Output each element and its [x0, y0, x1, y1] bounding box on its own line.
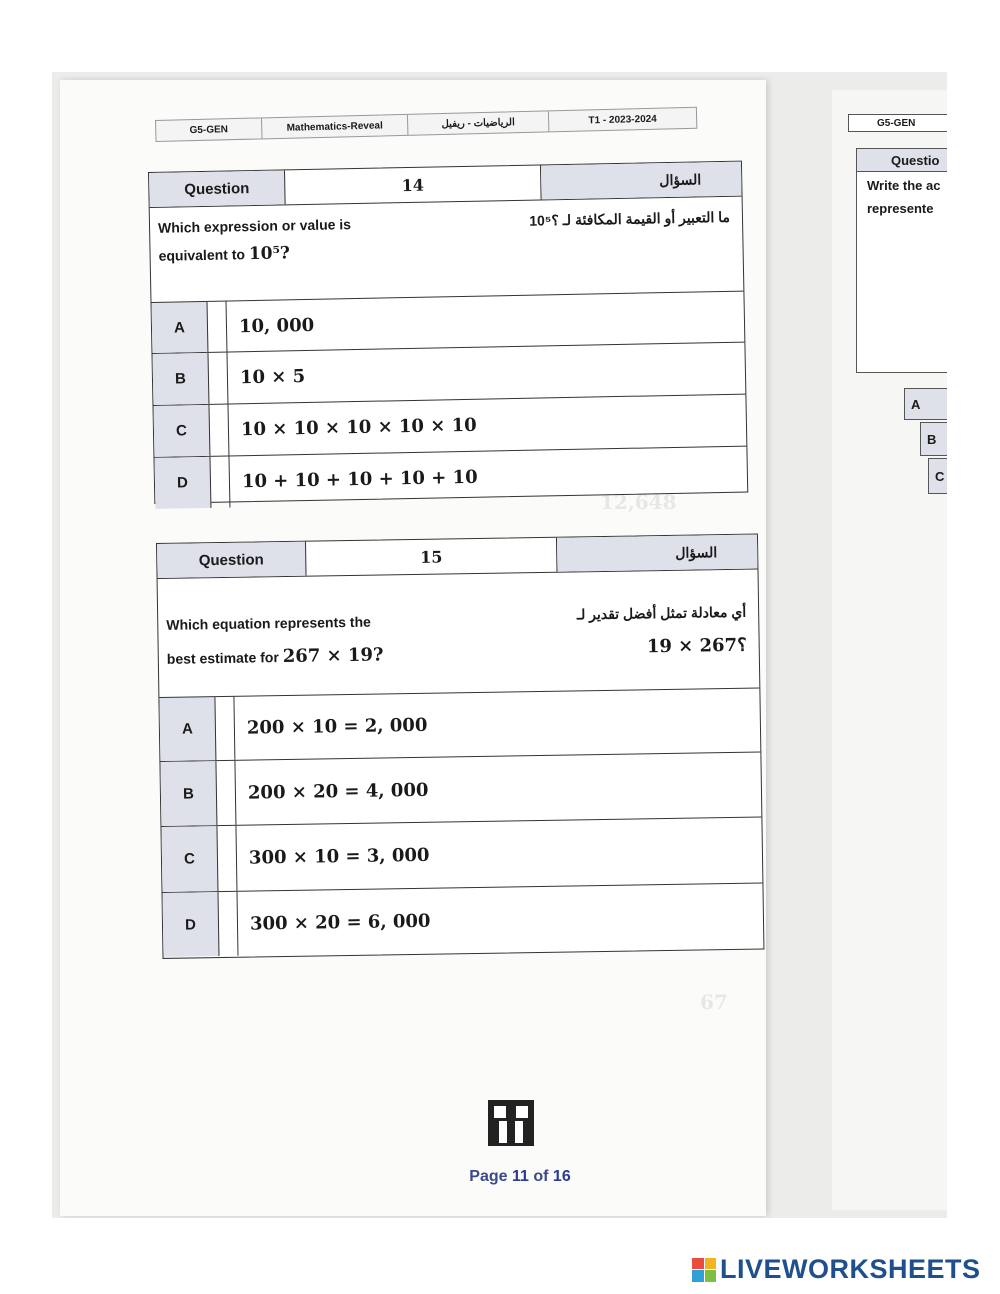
option-letter: C — [153, 405, 210, 457]
option-value: 10, 000 — [238, 314, 315, 337]
option-row[interactable] — [160, 753, 761, 827]
stem-ar: ما التعبير أو القيمة المكافئة لـ ؟10⁵ — [529, 208, 731, 229]
option-value: 300 × 10 = 3, 000 — [248, 844, 430, 869]
answer-box[interactable] — [209, 404, 229, 455]
stem-en-line1: Which expression or value is — [157, 216, 352, 236]
stem-en-math: 10⁵? — [248, 243, 291, 265]
answer-box[interactable] — [208, 353, 228, 404]
question-stem — [158, 570, 760, 698]
option-value: 10 × 5 — [239, 366, 306, 389]
option-value: 10 + 10 + 10 + 10 + 10 — [241, 466, 478, 493]
option-value: 300 × 20 = 6, 000 — [249, 910, 431, 935]
facing-stem-line1: Write the ac — [867, 178, 941, 193]
answer-box[interactable] — [210, 456, 230, 507]
stem-ar-line2: ؟267 × 19 — [646, 634, 747, 658]
stem-en-line1: Which equation represents the — [166, 613, 371, 633]
option-row[interactable] — [161, 818, 762, 893]
facing-page — [832, 90, 947, 1210]
header-term: T1 - 2023-2024 — [588, 113, 657, 126]
question-stem — [150, 197, 744, 303]
page-photo — [52, 72, 947, 1218]
stem-en-text: best estimate for — [166, 649, 279, 667]
option-value: 10 × 10 × 10 × 10 × 10 — [240, 414, 477, 441]
header-subject-en: Mathematics-Reveal — [262, 115, 408, 139]
stem-ar-line1: أي معادلة تمثل أفضل تقدير لـ — [576, 603, 747, 623]
option-letter: B — [160, 761, 217, 826]
option-value: 200 × 20 = 4, 000 — [247, 779, 429, 804]
qr-code-icon — [488, 1100, 534, 1146]
option-letter: D — [154, 457, 211, 509]
answer-box[interactable] — [215, 697, 235, 760]
question-number: 15 — [306, 538, 558, 576]
question-label: Question — [149, 170, 286, 207]
stem-en-line2 — [158, 239, 290, 270]
facing-question-label: Questio — [856, 148, 947, 172]
brand-squares-icon — [692, 1258, 716, 1282]
facing-stem-line2: represente — [867, 201, 934, 216]
page-total: 16 — [552, 1168, 571, 1185]
answer-box[interactable] — [208, 302, 228, 352]
option-row[interactable] — [162, 884, 763, 957]
option-letter: B — [152, 353, 209, 405]
stem-en-math: 267 × 19? — [282, 644, 384, 668]
answer-box[interactable] — [216, 761, 236, 825]
bleed-through-text: 67 — [700, 990, 728, 1014]
option-value: 200 × 10 = 2, 000 — [246, 714, 428, 739]
option-letter: C — [161, 826, 218, 892]
answer-box[interactable] — [218, 892, 238, 956]
question-15-card — [156, 534, 764, 959]
facing-header-grade: G5-GEN — [848, 114, 947, 132]
liveworksheets-logo[interactable] — [692, 1254, 981, 1285]
facing-option-letter: C — [928, 458, 947, 494]
question-label: Question — [157, 542, 307, 578]
page-header — [155, 107, 697, 142]
bleed-through-text: 12,648 — [600, 490, 677, 514]
facing-option-letter: A — [904, 388, 947, 420]
question-label-ar: السؤال — [557, 535, 758, 572]
answer-box[interactable] — [217, 826, 237, 891]
option-letter: D — [162, 892, 219, 957]
worksheet-page — [60, 80, 766, 1216]
question-label-ar: السؤال — [541, 162, 742, 200]
page-of: of — [533, 1168, 549, 1185]
stem-en-line2 — [167, 641, 384, 672]
page-current: 11 — [511, 1168, 529, 1185]
brand-name: LIVEWORKSHEETS — [720, 1254, 981, 1284]
page-number — [460, 1168, 580, 1186]
facing-option-letter: B — [920, 422, 947, 456]
option-letter: A — [152, 302, 209, 353]
page-prefix: Page — [469, 1168, 508, 1185]
option-letter: A — [159, 697, 216, 761]
question-14-card — [148, 161, 748, 504]
question-number: 14 — [285, 165, 542, 204]
stem-en-text: equivalent to — [158, 246, 246, 264]
facing-question-stem — [856, 172, 947, 373]
option-row[interactable] — [159, 689, 760, 762]
header-subject-ar: الرياضيات - ريفيل — [408, 111, 549, 134]
header-grade: G5-GEN — [156, 118, 262, 141]
